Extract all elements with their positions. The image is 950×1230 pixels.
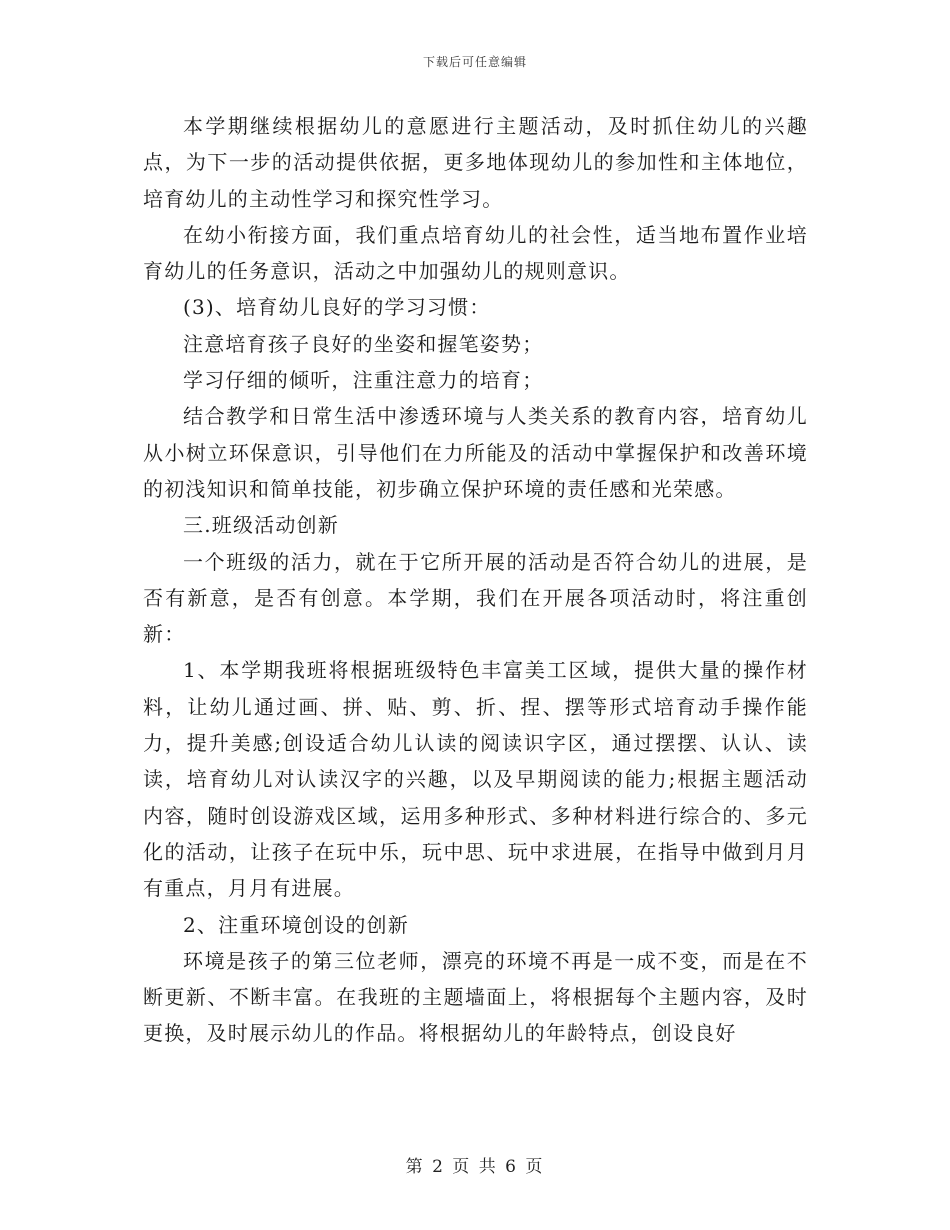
section-heading-class-innovation: 三.班级活动创新 [183,513,339,538]
paragraph-environment-education: 结合教学和日常生活中渗透环境与人类关系的教育内容，培育幼儿从小树立环保意识，引导他们在力所能及的活动中掌握保护和改善环境的初浅知识和简单技能，初步确立保护环境的责任感和光荣感。 [143,404,808,501]
page-number-footer [0,1152,950,1177]
paragraph-listening: 学习仔细的倾听，注重注意力的培育； [183,368,544,393]
paragraph-posture: 注意培育孩子良好的坐姿和握笔姿势； [183,331,544,356]
paragraph-theme-activities: 本学期继续根据幼儿的意愿进行主题活动，及时抓住幼儿的兴趣点，为下一步的活动提供依据，更多地体现幼儿的参加性和主体地位，培育幼儿的主动性学习和探究性学习。 [143,114,808,211]
paragraph-environment-teacher: 环境是孩子的第三位老师，漂亮的环境不再是一成不变，而是在不断更新、不断丰富。在我班的主题墙面上，将根据每个主题内容，及时更换，及时展示幼儿的作品。将根据幼儿的年龄特点，创设良好 [143,948,808,1046]
paragraph-study-habits-heading: (3)、培育幼儿良好的学习习惯： [183,295,491,320]
paragraph-transition-school: 在幼小衔接方面，我们重点培育幼儿的社会性，适当地布置作业培育幼儿的任务意识，活动之中加强幼儿的规则意识。 [143,222,808,284]
header-note: 下载后可任意编辑 [422,55,527,69]
page-number-label: 第 2 页 共 6 页 [405,1157,545,1177]
document-body [143,108,808,1052]
paragraph-item-2-heading: 2、注重环境创设的创新 [183,912,409,937]
paragraph-class-vitality: 一个班级的活力，就在于它所开展的活动是否符合幼儿的进展，是否有新意，是否有创意。本学期，我们在开展各项活动时，将注重创新： [143,549,808,647]
paragraph-item-1-art-area: 1、本学期我班将根据班级特色丰富美工区域，提供大量的操作材料，让幼儿通过画、拼、贴、剪、折、捏、摆等形式培育动手操作能力，提升美感;创设适合幼儿认读的阅读识字区，通过摆摆、认认、读读，培育幼儿对认读汉字的兴趣，以及早期阅读的能力;根据主题活动内容，随时创设游戏区域，运用多种形式、多种材料进行综合的、多元化的活动，让孩子在玩中乐，玩中思、玩中求进展，在指导中做到月月有重点，月月有进展。 [143,658,808,901]
